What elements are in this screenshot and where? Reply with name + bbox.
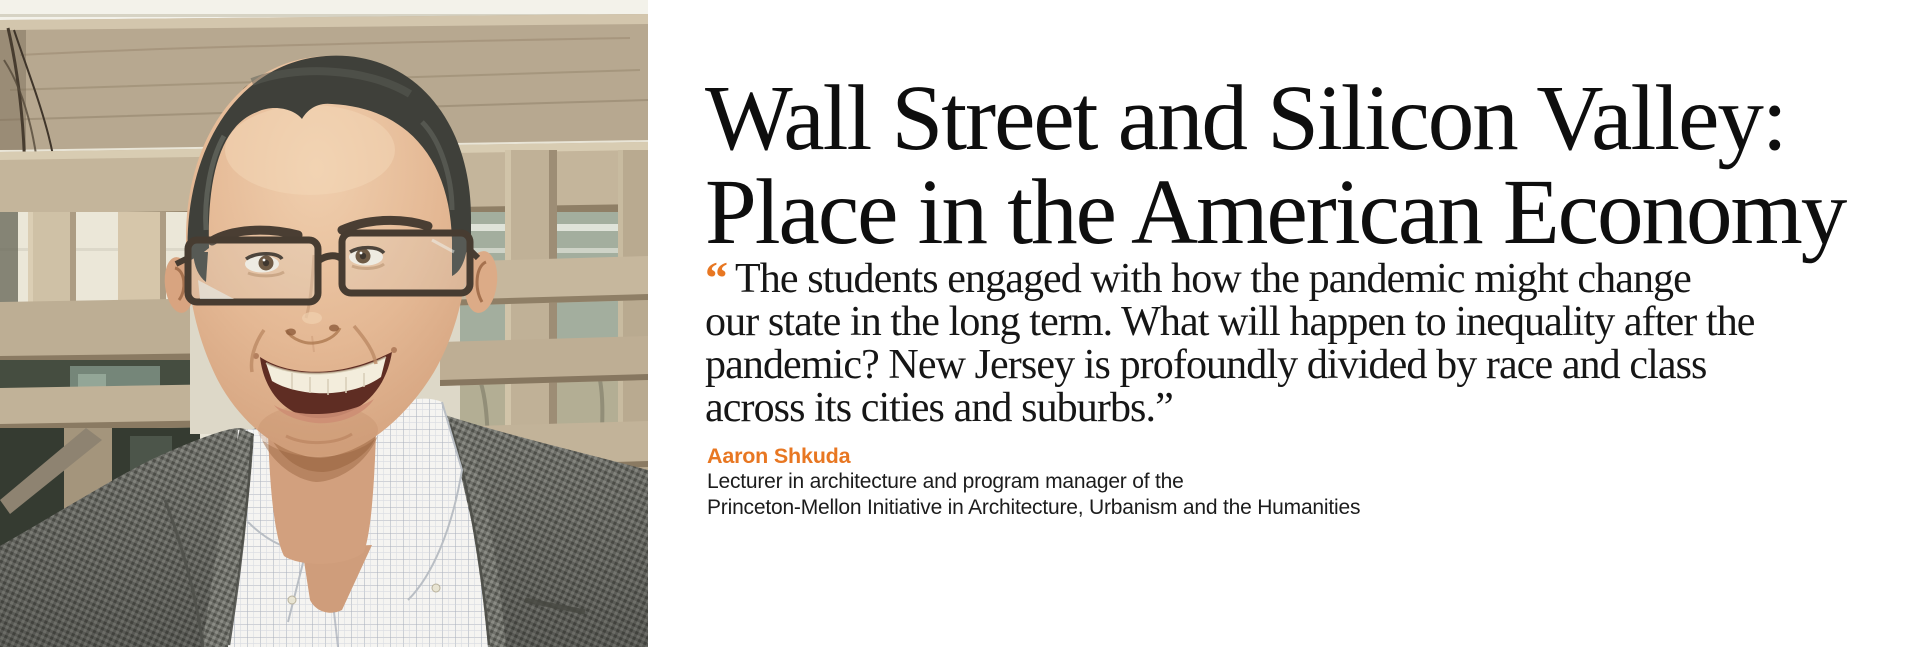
quote-line-4: across its cities and suburbs.” [705, 385, 1173, 431]
title-line-2: Place in the American Economy [705, 161, 1846, 264]
quote-line-3: pandemic? New Jersey is profoundly divided by race and class [705, 342, 1707, 388]
open-quote-mark: “ [705, 252, 728, 303]
pull-quote [705, 252, 1755, 431]
portrait-photo [0, 0, 648, 647]
quote-line-1 [705, 252, 1755, 303]
attribution [707, 444, 1360, 520]
banner-content [705, 0, 1920, 647]
attribution-role-line-2: Princeton-Mellon Initiative in Architecture, Urbanism and the Humanities [707, 495, 1361, 519]
page-title [705, 67, 1846, 264]
title-line-1: Wall Street and Silicon Valley: [705, 67, 1786, 170]
attribution-name: Aaron Shkuda [707, 444, 851, 468]
quote-line-1-text: The students engaged with how the pandemic might change [735, 256, 1691, 302]
attribution-role-line-1: Lecturer in architecture and program manager of the [707, 470, 1184, 493]
quote-line-2: our state in the long term. What will happen to inequality after the [705, 299, 1755, 345]
portrait-illustration [0, 0, 648, 647]
